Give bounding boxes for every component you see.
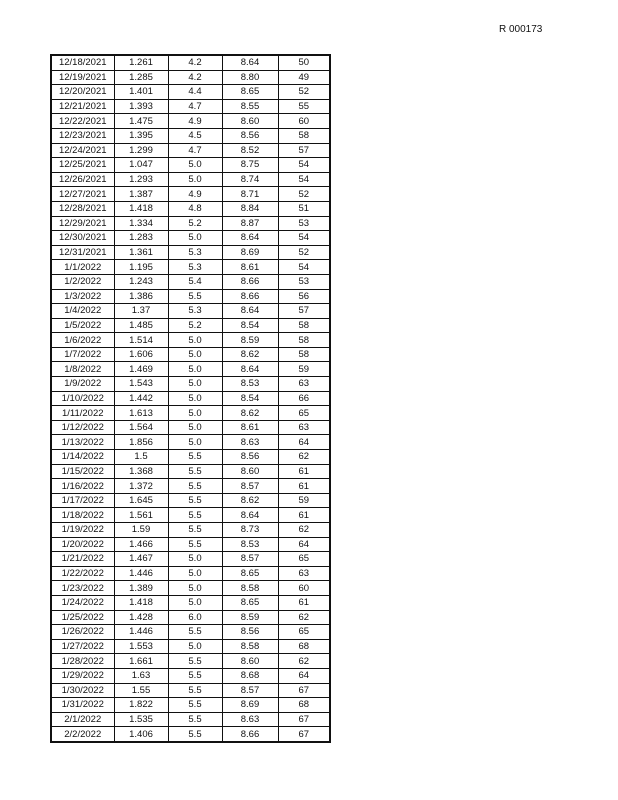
value-d-cell: 53 bbox=[278, 216, 330, 231]
table-row bbox=[51, 289, 330, 304]
value-b-cell: 4.2 bbox=[168, 55, 222, 70]
value-c-cell: 8.66 bbox=[222, 289, 278, 304]
date-cell: 1/29/2022 bbox=[51, 668, 114, 683]
value-b-cell: 5.0 bbox=[168, 172, 222, 187]
value-a-cell: 1.446 bbox=[114, 566, 168, 581]
date-cell: 1/9/2022 bbox=[51, 377, 114, 392]
date-cell: 2/1/2022 bbox=[51, 712, 114, 727]
date-cell: 12/19/2021 bbox=[51, 70, 114, 85]
value-b-cell: 5.3 bbox=[168, 245, 222, 260]
value-d-cell: 63 bbox=[278, 377, 330, 392]
value-c-cell: 8.62 bbox=[222, 493, 278, 508]
value-c-cell: 8.64 bbox=[222, 231, 278, 246]
date-cell: 1/5/2022 bbox=[51, 318, 114, 333]
value-d-cell: 67 bbox=[278, 727, 330, 742]
value-c-cell: 8.56 bbox=[222, 625, 278, 640]
value-b-cell: 5.0 bbox=[168, 420, 222, 435]
value-a-cell: 1.047 bbox=[114, 158, 168, 173]
date-cell: 1/2/2022 bbox=[51, 274, 114, 289]
value-c-cell: 8.54 bbox=[222, 318, 278, 333]
value-d-cell: 62 bbox=[278, 523, 330, 538]
value-a-cell: 1.442 bbox=[114, 391, 168, 406]
value-b-cell: 5.0 bbox=[168, 435, 222, 450]
table-row bbox=[51, 654, 330, 669]
value-b-cell: 5.0 bbox=[168, 377, 222, 392]
value-b-cell: 5.5 bbox=[168, 625, 222, 640]
date-cell: 2/2/2022 bbox=[51, 727, 114, 742]
value-d-cell: 67 bbox=[278, 712, 330, 727]
value-d-cell: 65 bbox=[278, 625, 330, 640]
value-a-cell: 1.389 bbox=[114, 581, 168, 596]
value-c-cell: 8.66 bbox=[222, 727, 278, 742]
date-cell: 1/23/2022 bbox=[51, 581, 114, 596]
date-cell: 1/26/2022 bbox=[51, 625, 114, 640]
table-row bbox=[51, 595, 330, 610]
value-c-cell: 8.69 bbox=[222, 698, 278, 713]
value-c-cell: 8.53 bbox=[222, 377, 278, 392]
value-d-cell: 58 bbox=[278, 128, 330, 143]
table-row bbox=[51, 581, 330, 596]
value-c-cell: 8.65 bbox=[222, 85, 278, 100]
value-b-cell: 5.3 bbox=[168, 304, 222, 319]
table-row bbox=[51, 493, 330, 508]
value-a-cell: 1.645 bbox=[114, 493, 168, 508]
value-c-cell: 8.59 bbox=[222, 333, 278, 348]
table-row bbox=[51, 391, 330, 406]
value-d-cell: 58 bbox=[278, 333, 330, 348]
value-d-cell: 52 bbox=[278, 245, 330, 260]
table-row bbox=[51, 683, 330, 698]
value-b-cell: 5.5 bbox=[168, 683, 222, 698]
value-a-cell: 1.334 bbox=[114, 216, 168, 231]
value-a-cell: 1.293 bbox=[114, 172, 168, 187]
table-row bbox=[51, 552, 330, 567]
value-a-cell: 1.467 bbox=[114, 552, 168, 567]
value-b-cell: 4.5 bbox=[168, 128, 222, 143]
date-cell: 1/20/2022 bbox=[51, 537, 114, 552]
date-cell: 1/6/2022 bbox=[51, 333, 114, 348]
table-row bbox=[51, 85, 330, 100]
value-d-cell: 61 bbox=[278, 479, 330, 494]
value-a-cell: 1.661 bbox=[114, 654, 168, 669]
table-row bbox=[51, 201, 330, 216]
date-cell: 1/30/2022 bbox=[51, 683, 114, 698]
value-d-cell: 62 bbox=[278, 654, 330, 669]
value-d-cell: 54 bbox=[278, 172, 330, 187]
table-row bbox=[51, 70, 330, 85]
value-a-cell: 1.561 bbox=[114, 508, 168, 523]
date-cell: 1/14/2022 bbox=[51, 450, 114, 465]
value-a-cell: 1.285 bbox=[114, 70, 168, 85]
value-a-cell: 1.428 bbox=[114, 610, 168, 625]
value-d-cell: 64 bbox=[278, 435, 330, 450]
value-d-cell: 57 bbox=[278, 304, 330, 319]
date-cell: 1/21/2022 bbox=[51, 552, 114, 567]
value-b-cell: 5.5 bbox=[168, 450, 222, 465]
table-row bbox=[51, 216, 330, 231]
value-b-cell: 5.0 bbox=[168, 391, 222, 406]
date-cell: 1/12/2022 bbox=[51, 420, 114, 435]
date-cell: 1/13/2022 bbox=[51, 435, 114, 450]
value-d-cell: 54 bbox=[278, 231, 330, 246]
table-row bbox=[51, 479, 330, 494]
value-c-cell: 8.63 bbox=[222, 712, 278, 727]
date-cell: 1/24/2022 bbox=[51, 595, 114, 610]
value-d-cell: 65 bbox=[278, 552, 330, 567]
value-d-cell: 57 bbox=[278, 143, 330, 158]
value-b-cell: 5.5 bbox=[168, 727, 222, 742]
value-a-cell: 1.361 bbox=[114, 245, 168, 260]
value-c-cell: 8.62 bbox=[222, 406, 278, 421]
value-b-cell: 5.0 bbox=[168, 362, 222, 377]
value-b-cell: 5.0 bbox=[168, 231, 222, 246]
value-a-cell: 1.195 bbox=[114, 260, 168, 275]
value-a-cell: 1.283 bbox=[114, 231, 168, 246]
value-a-cell: 1.368 bbox=[114, 464, 168, 479]
value-d-cell: 62 bbox=[278, 450, 330, 465]
value-c-cell: 8.62 bbox=[222, 347, 278, 362]
value-a-cell: 1.446 bbox=[114, 625, 168, 640]
table-row bbox=[51, 566, 330, 581]
date-cell: 12/31/2021 bbox=[51, 245, 114, 260]
value-d-cell: 58 bbox=[278, 318, 330, 333]
value-d-cell: 67 bbox=[278, 683, 330, 698]
value-b-cell: 5.5 bbox=[168, 523, 222, 538]
value-c-cell: 8.84 bbox=[222, 201, 278, 216]
value-b-cell: 5.0 bbox=[168, 639, 222, 654]
value-a-cell: 1.59 bbox=[114, 523, 168, 538]
value-d-cell: 56 bbox=[278, 289, 330, 304]
value-b-cell: 5.0 bbox=[168, 333, 222, 348]
date-cell: 1/15/2022 bbox=[51, 464, 114, 479]
value-c-cell: 8.64 bbox=[222, 362, 278, 377]
value-b-cell: 5.5 bbox=[168, 698, 222, 713]
date-cell: 1/22/2022 bbox=[51, 566, 114, 581]
value-c-cell: 8.65 bbox=[222, 566, 278, 581]
value-d-cell: 65 bbox=[278, 406, 330, 421]
table-row bbox=[51, 245, 330, 260]
date-cell: 12/23/2021 bbox=[51, 128, 114, 143]
value-c-cell: 8.75 bbox=[222, 158, 278, 173]
value-a-cell: 1.564 bbox=[114, 420, 168, 435]
value-c-cell: 8.63 bbox=[222, 435, 278, 450]
value-a-cell: 1.466 bbox=[114, 537, 168, 552]
value-b-cell: 5.3 bbox=[168, 260, 222, 275]
date-cell: 12/18/2021 bbox=[51, 55, 114, 70]
table-row bbox=[51, 406, 330, 421]
value-c-cell: 8.57 bbox=[222, 552, 278, 567]
value-b-cell: 5.5 bbox=[168, 508, 222, 523]
value-c-cell: 8.54 bbox=[222, 391, 278, 406]
table-row bbox=[51, 712, 330, 727]
date-cell: 12/22/2021 bbox=[51, 114, 114, 129]
value-b-cell: 5.5 bbox=[168, 493, 222, 508]
value-b-cell: 4.9 bbox=[168, 114, 222, 129]
table-row bbox=[51, 377, 330, 392]
value-c-cell: 8.64 bbox=[222, 304, 278, 319]
value-b-cell: 5.0 bbox=[168, 347, 222, 362]
date-cell: 1/1/2022 bbox=[51, 260, 114, 275]
date-cell: 1/3/2022 bbox=[51, 289, 114, 304]
value-d-cell: 53 bbox=[278, 274, 330, 289]
value-b-cell: 5.0 bbox=[168, 595, 222, 610]
value-d-cell: 54 bbox=[278, 260, 330, 275]
value-c-cell: 8.58 bbox=[222, 581, 278, 596]
date-cell: 12/27/2021 bbox=[51, 187, 114, 202]
value-d-cell: 64 bbox=[278, 537, 330, 552]
table-row bbox=[51, 420, 330, 435]
value-c-cell: 8.64 bbox=[222, 55, 278, 70]
date-cell: 12/25/2021 bbox=[51, 158, 114, 173]
value-c-cell: 8.73 bbox=[222, 523, 278, 538]
value-a-cell: 1.418 bbox=[114, 201, 168, 216]
table-row bbox=[51, 128, 330, 143]
value-a-cell: 1.535 bbox=[114, 712, 168, 727]
value-d-cell: 62 bbox=[278, 610, 330, 625]
value-b-cell: 4.7 bbox=[168, 143, 222, 158]
table-row bbox=[51, 347, 330, 362]
data-table bbox=[50, 54, 331, 743]
value-b-cell: 6.0 bbox=[168, 610, 222, 625]
date-cell: 1/18/2022 bbox=[51, 508, 114, 523]
value-c-cell: 8.60 bbox=[222, 114, 278, 129]
table-row bbox=[51, 639, 330, 654]
table-row bbox=[51, 362, 330, 377]
value-a-cell: 1.606 bbox=[114, 347, 168, 362]
value-d-cell: 50 bbox=[278, 55, 330, 70]
table-row bbox=[51, 99, 330, 114]
table-row bbox=[51, 318, 330, 333]
value-c-cell: 8.61 bbox=[222, 420, 278, 435]
value-a-cell: 1.395 bbox=[114, 128, 168, 143]
value-a-cell: 1.63 bbox=[114, 668, 168, 683]
table-row bbox=[51, 231, 330, 246]
value-b-cell: 4.8 bbox=[168, 201, 222, 216]
value-b-cell: 5.5 bbox=[168, 537, 222, 552]
value-d-cell: 52 bbox=[278, 85, 330, 100]
table-row bbox=[51, 625, 330, 640]
table-row bbox=[51, 668, 330, 683]
value-c-cell: 8.52 bbox=[222, 143, 278, 158]
value-d-cell: 68 bbox=[278, 639, 330, 654]
table-row bbox=[51, 143, 330, 158]
table-row bbox=[51, 304, 330, 319]
table-row bbox=[51, 187, 330, 202]
value-c-cell: 8.58 bbox=[222, 639, 278, 654]
table-row bbox=[51, 523, 330, 538]
value-a-cell: 1.387 bbox=[114, 187, 168, 202]
value-d-cell: 60 bbox=[278, 114, 330, 129]
value-c-cell: 8.60 bbox=[222, 464, 278, 479]
value-a-cell: 1.393 bbox=[114, 99, 168, 114]
value-d-cell: 59 bbox=[278, 493, 330, 508]
value-b-cell: 5.5 bbox=[168, 668, 222, 683]
page-reference-number: R 000173 bbox=[499, 24, 543, 35]
value-b-cell: 4.7 bbox=[168, 99, 222, 114]
value-c-cell: 8.87 bbox=[222, 216, 278, 231]
date-cell: 12/28/2021 bbox=[51, 201, 114, 216]
date-cell: 12/20/2021 bbox=[51, 85, 114, 100]
table-row bbox=[51, 610, 330, 625]
value-b-cell: 5.5 bbox=[168, 712, 222, 727]
value-a-cell: 1.261 bbox=[114, 55, 168, 70]
value-c-cell: 8.69 bbox=[222, 245, 278, 260]
table-row bbox=[51, 450, 330, 465]
value-a-cell: 1.406 bbox=[114, 727, 168, 742]
value-d-cell: 61 bbox=[278, 595, 330, 610]
value-c-cell: 8.66 bbox=[222, 274, 278, 289]
value-c-cell: 8.64 bbox=[222, 508, 278, 523]
value-b-cell: 5.0 bbox=[168, 158, 222, 173]
value-d-cell: 61 bbox=[278, 508, 330, 523]
date-cell: 12/21/2021 bbox=[51, 99, 114, 114]
value-c-cell: 8.53 bbox=[222, 537, 278, 552]
date-cell: 1/10/2022 bbox=[51, 391, 114, 406]
date-cell: 1/19/2022 bbox=[51, 523, 114, 538]
value-b-cell: 5.5 bbox=[168, 654, 222, 669]
table-row bbox=[51, 158, 330, 173]
value-b-cell: 5.0 bbox=[168, 406, 222, 421]
value-d-cell: 63 bbox=[278, 420, 330, 435]
value-b-cell: 5.0 bbox=[168, 552, 222, 567]
value-b-cell: 5.5 bbox=[168, 479, 222, 494]
value-d-cell: 60 bbox=[278, 581, 330, 596]
date-cell: 1/4/2022 bbox=[51, 304, 114, 319]
value-d-cell: 59 bbox=[278, 362, 330, 377]
value-a-cell: 1.613 bbox=[114, 406, 168, 421]
value-b-cell: 5.5 bbox=[168, 464, 222, 479]
table-row bbox=[51, 727, 330, 742]
date-cell: 1/8/2022 bbox=[51, 362, 114, 377]
value-a-cell: 1.543 bbox=[114, 377, 168, 392]
value-b-cell: 5.4 bbox=[168, 274, 222, 289]
value-d-cell: 51 bbox=[278, 201, 330, 216]
date-cell: 12/30/2021 bbox=[51, 231, 114, 246]
date-cell: 1/17/2022 bbox=[51, 493, 114, 508]
value-c-cell: 8.57 bbox=[222, 479, 278, 494]
value-c-cell: 8.60 bbox=[222, 654, 278, 669]
value-a-cell: 1.372 bbox=[114, 479, 168, 494]
table-row bbox=[51, 274, 330, 289]
table-row bbox=[51, 464, 330, 479]
date-cell: 1/11/2022 bbox=[51, 406, 114, 421]
date-cell: 12/29/2021 bbox=[51, 216, 114, 231]
value-c-cell: 8.68 bbox=[222, 668, 278, 683]
table-row bbox=[51, 698, 330, 713]
table-row bbox=[51, 260, 330, 275]
value-c-cell: 8.71 bbox=[222, 187, 278, 202]
value-a-cell: 1.822 bbox=[114, 698, 168, 713]
value-b-cell: 5.2 bbox=[168, 318, 222, 333]
value-c-cell: 8.65 bbox=[222, 595, 278, 610]
value-b-cell: 4.4 bbox=[168, 85, 222, 100]
date-cell: 12/24/2021 bbox=[51, 143, 114, 158]
value-d-cell: 64 bbox=[278, 668, 330, 683]
value-a-cell: 1.243 bbox=[114, 274, 168, 289]
value-d-cell: 52 bbox=[278, 187, 330, 202]
value-d-cell: 63 bbox=[278, 566, 330, 581]
value-c-cell: 8.59 bbox=[222, 610, 278, 625]
table-row bbox=[51, 55, 330, 70]
value-b-cell: 4.9 bbox=[168, 187, 222, 202]
value-a-cell: 1.55 bbox=[114, 683, 168, 698]
date-cell: 1/7/2022 bbox=[51, 347, 114, 362]
date-cell: 1/27/2022 bbox=[51, 639, 114, 654]
table-body bbox=[51, 55, 330, 742]
value-a-cell: 1.418 bbox=[114, 595, 168, 610]
value-b-cell: 5.0 bbox=[168, 581, 222, 596]
value-a-cell: 1.514 bbox=[114, 333, 168, 348]
date-cell: 1/16/2022 bbox=[51, 479, 114, 494]
value-a-cell: 1.401 bbox=[114, 85, 168, 100]
value-d-cell: 49 bbox=[278, 70, 330, 85]
value-d-cell: 55 bbox=[278, 99, 330, 114]
table-row bbox=[51, 508, 330, 523]
value-a-cell: 1.299 bbox=[114, 143, 168, 158]
value-a-cell: 1.856 bbox=[114, 435, 168, 450]
date-cell: 1/25/2022 bbox=[51, 610, 114, 625]
value-c-cell: 8.74 bbox=[222, 172, 278, 187]
date-cell: 1/31/2022 bbox=[51, 698, 114, 713]
value-c-cell: 8.80 bbox=[222, 70, 278, 85]
value-a-cell: 1.475 bbox=[114, 114, 168, 129]
value-c-cell: 8.57 bbox=[222, 683, 278, 698]
table-row bbox=[51, 114, 330, 129]
value-d-cell: 61 bbox=[278, 464, 330, 479]
value-a-cell: 1.553 bbox=[114, 639, 168, 654]
value-d-cell: 58 bbox=[278, 347, 330, 362]
value-c-cell: 8.55 bbox=[222, 99, 278, 114]
table-row bbox=[51, 537, 330, 552]
value-c-cell: 8.61 bbox=[222, 260, 278, 275]
value-d-cell: 68 bbox=[278, 698, 330, 713]
table-row bbox=[51, 172, 330, 187]
value-a-cell: 1.37 bbox=[114, 304, 168, 319]
value-a-cell: 1.5 bbox=[114, 450, 168, 465]
value-b-cell: 4.2 bbox=[168, 70, 222, 85]
value-b-cell: 5.5 bbox=[168, 289, 222, 304]
value-b-cell: 5.0 bbox=[168, 566, 222, 581]
date-cell: 12/26/2021 bbox=[51, 172, 114, 187]
table-row bbox=[51, 435, 330, 450]
value-d-cell: 54 bbox=[278, 158, 330, 173]
table-row bbox=[51, 333, 330, 348]
value-c-cell: 8.56 bbox=[222, 450, 278, 465]
value-d-cell: 66 bbox=[278, 391, 330, 406]
value-a-cell: 1.469 bbox=[114, 362, 168, 377]
value-a-cell: 1.485 bbox=[114, 318, 168, 333]
value-c-cell: 8.56 bbox=[222, 128, 278, 143]
value-a-cell: 1.386 bbox=[114, 289, 168, 304]
date-cell: 1/28/2022 bbox=[51, 654, 114, 669]
value-b-cell: 5.2 bbox=[168, 216, 222, 231]
